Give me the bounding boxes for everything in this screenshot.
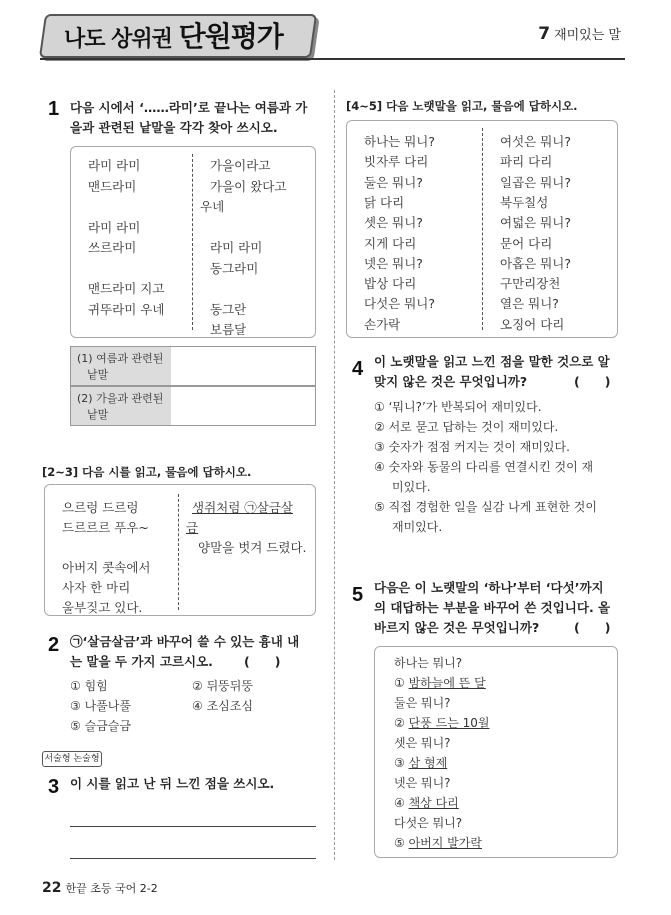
lyrics-line: 여섯은 뭐니? xyxy=(500,134,571,149)
q5-option-2[interactable] xyxy=(394,714,489,732)
poem-underlined-word: 금 xyxy=(186,520,199,535)
q5-question-line: 넷은 뭐니? xyxy=(394,776,451,790)
q5-option-answer: 삼 형제 xyxy=(408,756,448,770)
q5-option-answer: 아버지 발가락 xyxy=(408,836,482,850)
section-2-3-poem-divider xyxy=(178,494,179,610)
q4-option-2[interactable]: ② 서로 묻고 답하는 것이 재미있다. xyxy=(374,420,559,434)
q2-text-line: 는 말을 두 가지 고르시오. xyxy=(70,654,213,669)
q5-text-line: 바르지 않은 것은 무엇입니까? xyxy=(374,620,540,635)
q4-number: 4 xyxy=(352,358,364,380)
q4-option-5-cont: 재미있다. xyxy=(392,520,443,534)
page-title xyxy=(64,18,283,56)
footer-text: 한끝 초등 국어 2-2 xyxy=(65,882,158,895)
q2-option-1[interactable]: ① 힘힘 xyxy=(70,679,108,693)
q2-text xyxy=(70,632,325,672)
unit-number: 7 xyxy=(538,24,551,44)
q1-poem-divider xyxy=(192,154,193,330)
q3-write-line-2[interactable] xyxy=(70,858,316,859)
q1-text xyxy=(70,98,325,138)
answer-label-line: 낱말 xyxy=(87,368,109,381)
q2-answer-paren[interactable]: ( ) xyxy=(244,654,281,669)
q1-poem-line: 우네 xyxy=(200,199,225,214)
q5-option-mark: ③ xyxy=(394,756,405,770)
lyrics-line: 다섯은 뭐니? xyxy=(364,296,435,312)
q5-text-line: 의 대답하는 부분을 바꾸어 쓴 것입니다. 올 xyxy=(374,600,611,615)
q4-text-line: 맞지 않은 것은 무엇입니까? xyxy=(374,374,528,389)
q1-answer-label xyxy=(71,347,171,385)
q1-poem-line: 라미 라미 xyxy=(210,240,263,255)
q1-answer-label xyxy=(71,387,171,425)
section-2-3-poem-line xyxy=(186,518,198,536)
lyrics-line: 닭 다리 xyxy=(364,194,405,210)
q3-essay-tag: 서술형 논술형 xyxy=(42,751,102,767)
q4-option-3[interactable]: ③ 숫자가 점점 커지는 것이 재미있다. xyxy=(374,440,570,454)
q1-text-line: 을과 관련된 낱말을 각각 찾아 쓰시오. xyxy=(70,120,278,135)
q3-write-line-1[interactable] xyxy=(70,826,316,827)
lyrics-line: 손가락 xyxy=(364,316,401,332)
q5-question-line: 다섯은 뭐니? xyxy=(394,816,463,830)
q1-number: 1 xyxy=(48,98,60,120)
q3-number: 3 xyxy=(48,776,60,798)
q2-option-2[interactable]: ② 뒤뚱뒤뚱 xyxy=(192,679,253,693)
lyrics-line: 오징어 다리 xyxy=(500,316,565,332)
page-number: 22 xyxy=(42,880,62,896)
q2-option-5[interactable]: ⑤ 슬금슬금 xyxy=(70,719,131,733)
section-2-3-poem-line: 드르르르 푸우~ xyxy=(62,520,149,535)
q5-number: 5 xyxy=(352,584,364,606)
section-2-3-poem-line xyxy=(192,498,293,516)
q5-question-line: 둘은 뭐니? xyxy=(394,696,451,710)
q5-option-mark: ② xyxy=(394,716,405,730)
section-4-5-heading: [4~5] 다음 노랫말을 읽고, 물음에 답하시오. xyxy=(346,99,578,113)
lyrics-line: 북두칠성 xyxy=(500,194,549,210)
q1-poem-line: 맨드라미 지고 xyxy=(88,281,165,296)
q1-poem-line: 라미 라미 xyxy=(88,219,141,235)
section-2-3-poem-line: 사자 한 마리 xyxy=(62,580,131,595)
footer xyxy=(42,880,158,896)
lyrics-line: 하나는 뭐니? xyxy=(364,134,435,149)
q4-option-1[interactable]: ① ‘뭐니?’가 반복되어 재미있다. xyxy=(374,400,542,414)
q5-question-line: 하나는 뭐니? xyxy=(394,656,463,670)
q2-text-line: ㉠‘살금살금’과 바꾸어 쓸 수 있는 흉내 내 xyxy=(70,634,300,649)
section-2-3-poem-line: 양말을 벗겨 드렸다. xyxy=(198,540,307,555)
lyrics-line: 구만리장천 xyxy=(500,276,561,292)
lyrics-line: 열은 뭐니? xyxy=(500,296,559,312)
q2-option-4[interactable]: ④ 조심조심 xyxy=(192,699,253,713)
lyrics-divider xyxy=(482,128,483,330)
lyrics-line: 문어 다리 xyxy=(500,235,553,251)
q1-poem-line: 쓰르라미 xyxy=(88,240,137,255)
q5-option-answer: 책상 다리 xyxy=(408,796,459,810)
unit-title: 재미있는 말 xyxy=(554,28,621,43)
q1-answer-table xyxy=(70,346,316,426)
q4-answer-paren[interactable]: ( ) xyxy=(574,374,611,389)
q5-option-mark: ⑤ xyxy=(394,836,405,850)
lyrics-line: 넷은 뭐니? xyxy=(364,255,423,271)
answer-label-line: (1) 여름과 관련된 xyxy=(77,352,164,365)
q5-option-answer: 밤하늘에 뜬 달 xyxy=(408,676,486,690)
q1-poem-line: 동그라미 xyxy=(210,260,259,276)
title-part-3: 단원평가 xyxy=(178,20,283,53)
q2-option-3[interactable]: ③ 나풀나풀 xyxy=(70,699,131,713)
lyrics-line: 밥상 다리 xyxy=(364,276,417,292)
lyrics-line: 아홉은 뭐니? xyxy=(500,255,571,271)
lyrics-line: 여덟은 뭐니? xyxy=(500,215,571,231)
q1-text-line: 다음 시에서 ‘……라미’로 끝나는 여름과 가 xyxy=(70,100,308,115)
column-divider xyxy=(334,90,335,860)
q1-poem-line: 동그란 xyxy=(210,301,247,317)
lyrics-line: 둘은 뭐니? xyxy=(364,174,423,190)
q4-option-5[interactable]: ⑤ 직접 경험한 일을 실감 나게 표현한 것이 xyxy=(374,500,597,514)
section-2-3-poem-line: 울부짖고 있다. xyxy=(62,600,143,615)
q1-poem-line: 맨드라미 xyxy=(88,178,137,194)
lyrics-line: 셋은 뭐니? xyxy=(364,215,423,231)
section-2-3-poem-line: 아버지 콧속에서 xyxy=(62,560,151,575)
title-part-1: 나도 xyxy=(64,27,112,52)
title-part-2: 상위권 xyxy=(111,27,179,52)
lyrics-line: 파리 다리 xyxy=(500,154,553,170)
lyrics-line: 지게 다리 xyxy=(364,235,417,251)
q1-poem-line: 라미 라미 xyxy=(88,158,141,173)
q1-answer-field-1[interactable] xyxy=(171,347,315,385)
section-2-3-poem-line: 으르렁 드르렁 xyxy=(62,500,139,515)
q5-option-mark: ④ xyxy=(394,796,405,810)
q5-option-3[interactable] xyxy=(394,754,447,772)
q5-option-5[interactable] xyxy=(394,834,482,852)
q1-poem-line: 가을이 왔다고 xyxy=(210,178,287,194)
q4-option-4-cont: 미있다. xyxy=(392,480,431,494)
q1-answer-field-2[interactable] xyxy=(171,387,315,425)
q1-poem-line: 보름달 xyxy=(210,322,247,337)
lyrics-line: 일곱은 뭐니? xyxy=(500,174,571,190)
q4-option-4[interactable]: ④ 숫자와 동물의 다리를 연결시킨 것이 재 xyxy=(374,460,594,474)
q5-option-mark: ① xyxy=(394,676,405,690)
lyrics-line: 빗자루 다리 xyxy=(364,154,429,170)
header-rule xyxy=(40,58,625,60)
q4-text-line: 이 노랫말을 읽고 느낀 점을 말한 것으로 알 xyxy=(374,354,610,369)
poem-underlined-word: 생쥐처럼 ㉠살금살 xyxy=(192,500,293,515)
answer-label-line: 낱말 xyxy=(87,408,109,421)
q5-option-4[interactable] xyxy=(394,794,459,812)
q5-question-line: 셋은 뭐니? xyxy=(394,736,451,750)
q1-poem-line: 귀뚜라미 우네 xyxy=(88,301,165,317)
q1-poem-line: 가을이라고 xyxy=(210,158,271,173)
section-2-3-heading: [2~3] 다음 시를 읽고, 물음에 답하시오. xyxy=(42,465,252,479)
q2-number: 2 xyxy=(48,634,60,656)
q5-text-line: 다음은 이 노랫말의 ‘하나’부터 ‘다섯’까지 xyxy=(374,580,604,595)
q1-answer-row xyxy=(70,386,316,426)
answer-label-line: (2) 가을과 관련된 xyxy=(77,392,164,405)
q1-answer-row xyxy=(70,346,316,386)
q3-text: 이 시를 읽고 난 뒤 느낀 점을 쓰시오. xyxy=(70,776,275,791)
q5-answer-paren[interactable]: ( ) xyxy=(574,620,611,635)
unit-label xyxy=(538,24,621,44)
q5-option-answer: 단풍 드는 10월 xyxy=(408,716,490,730)
q5-option-1[interactable] xyxy=(394,674,486,692)
